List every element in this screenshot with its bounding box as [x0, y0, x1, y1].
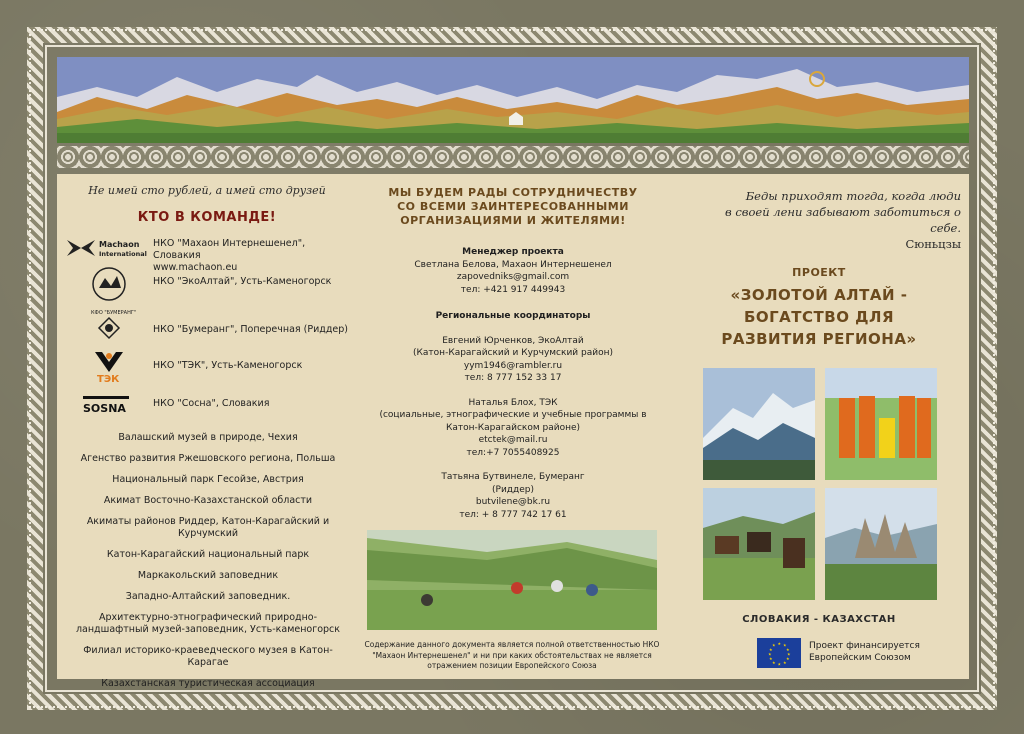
svg-text:★: ★: [772, 660, 776, 665]
ornament-strip: [57, 146, 969, 168]
hikers-photo: [367, 530, 657, 630]
landscape-banner: [57, 57, 969, 143]
right-column: [673, 174, 969, 679]
svg-text:КФО "БУМЕРАНГ": КФО "БУМЕРАНГ": [91, 310, 137, 316]
partner-item: Маркакольский заповедник: [137, 570, 279, 581]
svg-text:International: International: [99, 250, 147, 258]
coordinators-block: [353, 310, 673, 521]
org-row: [61, 266, 351, 300]
left-motto: Не имей сто рублей, а имей сто друзей: [88, 184, 326, 197]
coord-phone: тел: + 8 777 742 17 61: [459, 509, 567, 520]
svg-text:★: ★: [769, 656, 773, 661]
svg-text:★: ★: [768, 651, 772, 657]
team-heading: КТО В КОМАНДЕ!: [137, 210, 277, 225]
svg-text:★: ★: [786, 647, 790, 652]
left-column: [57, 174, 353, 689]
title-line: БОГАТСТВО ДЛЯ: [743, 308, 895, 326]
riders-photo: [703, 488, 815, 600]
boomerang-logo: [61, 306, 147, 340]
quote-line: в своей лени забывают заботиться о себе.: [725, 205, 961, 235]
eu-flag-icon: [757, 638, 801, 668]
quote-line: Беды приходят тогда, когда люди: [745, 189, 961, 203]
coord-email[interactable]: etctek@mail.ru: [478, 435, 548, 445]
heading-line: СО ВСЕМИ ЗАИНТЕРЕСОВАННЫМИ: [397, 200, 629, 213]
partner-item: Казахстанская туристическая ассоциация: [101, 678, 315, 689]
heading-line: МЫ БУДЕМ РАДЫ СОТРУДНИЧЕСТВУ: [388, 186, 638, 199]
costumes-photo: [825, 368, 937, 480]
svg-text:★: ★: [783, 660, 787, 665]
partner-item: Западно-Алтайский заповедник.: [125, 591, 291, 602]
partner-item: Филиал историко-краеведческого музея в Катон-Карагае: [83, 645, 333, 668]
coord-line: (Катон-Карагайский и Курчумский район): [413, 348, 613, 358]
coord-line: (социальные, этнографические и учебные программы в: [379, 410, 647, 420]
coord-email[interactable]: butvilene@bk.ru: [475, 497, 551, 507]
partner-item: Национальный парк Гесойзе, Австрия: [112, 474, 304, 485]
svg-text:★: ★: [777, 661, 782, 667]
title-line: РАЗВИТИЯ РЕГИОНА»: [721, 330, 917, 348]
quote-block: [693, 188, 961, 252]
org-row: [61, 388, 351, 422]
cooperation-heading: [363, 186, 663, 228]
ecoaltai-logo: [61, 266, 147, 300]
eu-funding-text: [809, 640, 920, 664]
org-row: [61, 350, 351, 384]
org-row: [61, 306, 351, 340]
coord-phone: тел: 8 777 152 33 17: [464, 373, 562, 383]
content-panel: [57, 174, 969, 689]
manager-email[interactable]: zapovedniks@gmail.com: [456, 272, 570, 282]
partner-item: Архитектурно-этнографический природно-ландшафтный музей-заповедник, Усть-каменогорск: [75, 612, 341, 635]
partner-item: Катон-Карагайский национальный парк: [106, 549, 310, 560]
svg-text:★: ★: [783, 642, 787, 648]
svg-text:Machaon: Machaon: [99, 240, 140, 249]
manager-line: Светлана Белова, Махаон Интернешенел: [414, 259, 612, 270]
svg-text:★: ★: [769, 647, 773, 652]
partner-item: Валашский музей в природе, Чехия: [118, 432, 298, 443]
coordinators-title: Региональные координаторы: [435, 311, 591, 321]
coord-line: (Риддер): [492, 484, 534, 495]
rocks-photo: [825, 488, 937, 600]
svg-text:SOSNA: SOSNA: [83, 402, 126, 415]
coord-line: Катон-Карагайском районе): [445, 422, 581, 433]
partners-list: [75, 432, 341, 699]
disclaimer-text: Содержание данного документа является полной ответственностью НКО "Махаон Интернешенел" и ни при каких обстоятельствах не является отражением позиции Европейского Союза: [364, 640, 660, 670]
countries-label: СЛОВАКИЯ - КАЗАХСТАН: [742, 614, 896, 625]
partner-item: Акимат Восточно-Казахстанской области: [103, 495, 313, 506]
title-line: «ЗОЛОТОЙ АЛТАЙ -: [730, 286, 908, 304]
org-row: [61, 232, 351, 273]
org-website[interactable]: www.machaon.eu: [153, 262, 238, 273]
machaon-logo: [61, 232, 147, 266]
quote-author: Сюньцзы: [905, 237, 961, 251]
svg-text:★: ★: [787, 651, 791, 657]
manager-block: [353, 246, 673, 296]
org-name: НКО "Сосна", Словакия: [153, 398, 270, 409]
project-label: ПРОЕКТ: [792, 266, 846, 279]
svg-text:★: ★: [772, 642, 776, 648]
middle-column: [353, 174, 673, 679]
org-name: НКО "Бумеранг", Поперечная (Риддер): [153, 324, 348, 335]
svg-text:★: ★: [777, 641, 782, 646]
sosna-logo: [61, 388, 147, 422]
manager-phone: тел: +421 917 449943: [460, 284, 566, 295]
manager-title: Менеджер проекта: [462, 247, 564, 257]
org-name: НКО "ТЭК", Усть-Каменогорск: [153, 360, 303, 371]
eu-line: Проект финансируется: [809, 641, 920, 651]
mountain-photo: [703, 368, 815, 480]
partner-item: Агенство развития Ржешовского региона, Польша: [80, 453, 336, 464]
tek-logo: [61, 350, 147, 384]
project-title: [681, 284, 957, 350]
heading-line: ОРГАНИЗАЦИЯМИ И ЖИТЕЛЯМИ!: [400, 214, 626, 227]
org-name: НКО "ЭкоАлтай", Усть-Каменогорск: [153, 276, 332, 287]
partner-item: Акиматы районов Риддер, Катон-Карагайский и Курчумский: [86, 516, 330, 539]
coord-line: Татьяна Бутвинеле, Бумеранг: [441, 472, 585, 482]
coord-phone: тел:+7 7055408925: [466, 447, 560, 458]
coord-line: Наталья Блох, ТЭК: [468, 397, 558, 408]
org-name: НКО "Махаон Интернешенел", Словакия: [153, 238, 306, 261]
coord-line: Евгений Юрченков, ЭкоАлтай: [442, 335, 584, 346]
svg-text:ТЭК: ТЭК: [97, 374, 120, 384]
svg-text:★: ★: [786, 656, 790, 661]
eu-line: Европейским Союзом: [809, 653, 911, 663]
coord-email[interactable]: yym1946@rambler.ru: [463, 360, 563, 371]
